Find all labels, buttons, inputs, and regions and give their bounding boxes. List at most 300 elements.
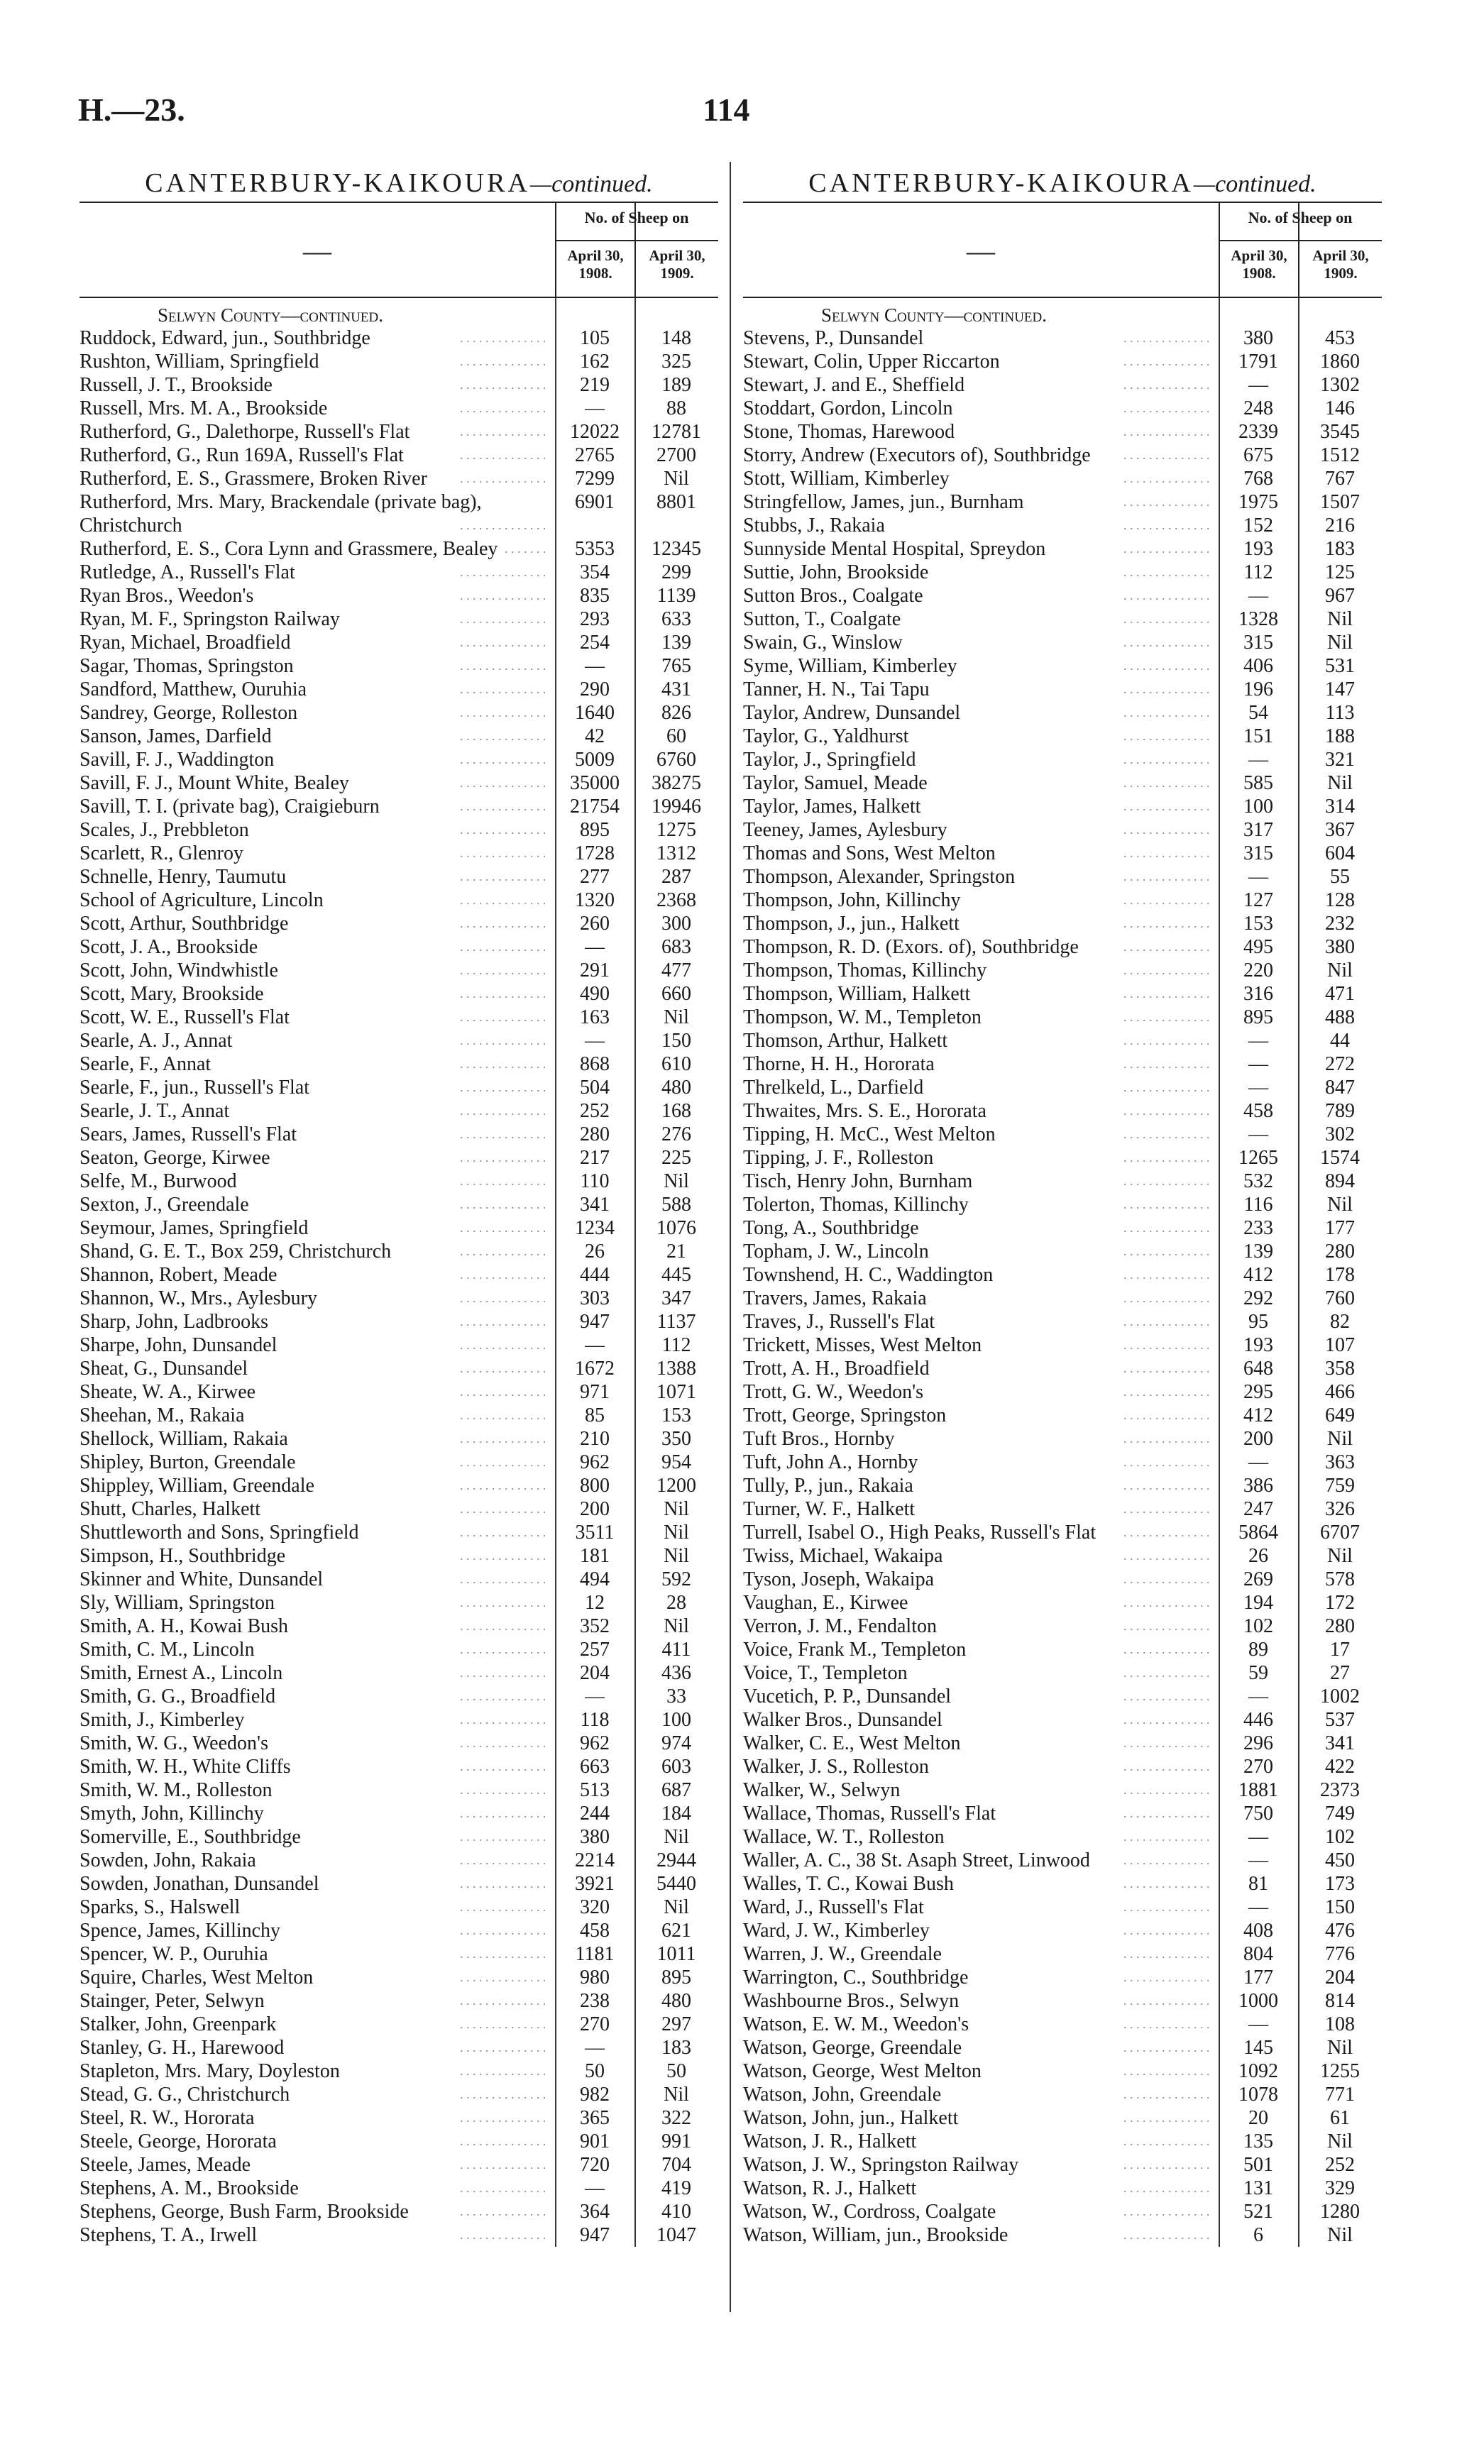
sheep-1909: 1302 (1320, 374, 1360, 396)
holder-name: Shellock, William, Rakaia . . . (79, 1427, 555, 1451)
sheep-1909: 604 (1325, 842, 1355, 864)
sheep-1908: 1975 (1238, 491, 1278, 513)
sheep-1908: 341 (580, 1194, 610, 1216)
sheep-1908: 219 (580, 374, 610, 396)
sheep-1909: 476 (1325, 1920, 1355, 1942)
sheep-1909: 88 (666, 397, 686, 419)
sheep-1909: 139 (661, 632, 691, 654)
table-row (743, 420, 1382, 444)
sheep-1908: 386 (1243, 1475, 1273, 1497)
table-row (743, 397, 1382, 420)
holder-name: Traves, J., Russell's Flat . . . (743, 1310, 1219, 1333)
sheep-1909: 1200 (656, 1475, 696, 1497)
table-row (743, 1942, 1382, 1966)
table-row (743, 1404, 1382, 1427)
sheep-1909: 894 (1325, 1170, 1355, 1192)
holder-name: Smith, W. H., White Cliffs . . . (79, 1755, 555, 1778)
sheep-1909: 146 (1325, 397, 1355, 419)
sheep-1908: 254 (580, 632, 610, 654)
sheep-1909: 1002 (1320, 1685, 1360, 1707)
table-row (79, 865, 718, 889)
table-row (79, 1802, 718, 1825)
holder-name: Watson, George, West Melton . . . (743, 2059, 1219, 2083)
holder-name: Simpson, H., Southbridge . . . (79, 1544, 555, 1568)
sheep-1909: 633 (661, 608, 691, 630)
holder-name: Stephens, George, Bush Farm, Brookside . . . (79, 2200, 555, 2223)
sheep-1909: Nil (1327, 2224, 1353, 2246)
table-row (79, 631, 718, 654)
sheep-1909: 183 (1325, 538, 1355, 560)
table-row (79, 982, 718, 1006)
table-row (79, 1497, 718, 1521)
sheep-1908: 6 (1253, 2224, 1263, 2246)
holder-name: Smith, W. M., Rolleston . . . (79, 1778, 555, 1802)
sheep-1908: 982 (580, 2084, 610, 2106)
sheep-1908: 365 (580, 2107, 610, 2129)
page-header (78, 91, 1412, 141)
holder-name: Ryan Bros., Weedon's . . . (79, 584, 555, 607)
sheep-1908: 193 (1243, 538, 1273, 560)
holder-name: Ryan, Michael, Broadfield . . . (79, 631, 555, 654)
sheep-1909: 33 (666, 1685, 686, 1707)
sheep-1908: 217 (580, 1147, 610, 1169)
sheep-1908: 291 (580, 959, 610, 981)
holder-name: Somerville, E., Southbridge . . . (79, 1825, 555, 1849)
sheep-1908: 1265 (1238, 1147, 1278, 1169)
table-row (79, 2200, 718, 2223)
holder-name: Thorne, H. H., Hororata . . . (743, 1052, 1219, 1076)
sheep-1909: 660 (661, 983, 691, 1005)
sheep-1909: 17 (1330, 1639, 1350, 1661)
sheep-1909: 974 (661, 1732, 691, 1754)
table-row (79, 2036, 718, 2059)
sheep-1908: 2214 (575, 1849, 615, 1871)
sheep-1908: 947 (580, 2224, 610, 2246)
table-row (743, 1802, 1382, 1825)
table-row (743, 678, 1382, 701)
sheep-1908: 804 (1243, 1943, 1273, 1965)
sheep-1908: 320 (580, 1896, 610, 1918)
holder-name: Ward, J. W., Kimberley . . . (743, 1919, 1219, 1942)
holder-name: Sandford, Matthew, Ouruhia . . . (79, 678, 555, 701)
table-row (79, 561, 718, 584)
holder-name: Stott, William, Kimberley . . . (743, 467, 1219, 490)
table-row (743, 607, 1382, 631)
sheep-1909: Nil (664, 1826, 689, 1848)
holder-name: Selfe, M., Burwood . . . (79, 1170, 555, 1193)
holder-name: Shuttleworth and Sons, Springfield . . . (79, 1521, 555, 1544)
sheep-1909: 422 (1325, 1756, 1355, 1778)
holder-name: Rutherford, Mrs. Mary, Brackendale (private bag), Christchurch . . . (79, 490, 555, 537)
sheep-1909: 363 (1325, 1451, 1355, 1473)
sheep-1908: 295 (1243, 1381, 1273, 1403)
sheep-1908: — (1248, 1077, 1268, 1099)
sheep-1908: 316 (1243, 983, 1273, 1005)
holder-name: Trickett, Misses, West Melton . . . (743, 1333, 1219, 1357)
table-row (743, 467, 1382, 490)
holder-name: Watson, William, jun., Brookside . . . (743, 2223, 1219, 2247)
holder-name: Stephens, T. A., Irwell . . . (79, 2223, 555, 2247)
sheep-1909: 21 (666, 1241, 686, 1263)
holder-name: Taylor, J., Springfield . . . (743, 748, 1219, 771)
holder-name: Shannon, W., Mrs., Aylesbury . . . (79, 1287, 555, 1310)
sheep-1909: 1076 (656, 1217, 696, 1239)
table-row (79, 1474, 718, 1497)
sheep-1908: 59 (1248, 1662, 1268, 1684)
holder-name: Stevens, P., Dunsandel . . . (743, 326, 1219, 350)
table-row (743, 982, 1382, 1006)
table-row (79, 1919, 718, 1942)
table-row (79, 467, 718, 490)
holder-name: Thwaites, Mrs. S. E., Hororata . . . (743, 1099, 1219, 1123)
sheep-1908: 750 (1243, 1803, 1273, 1825)
sheep-1908: 81 (1248, 1873, 1268, 1895)
table-row (79, 1638, 718, 1661)
table-row (743, 1099, 1382, 1123)
table-row (743, 1568, 1382, 1591)
sheep-1909: 44 (1330, 1030, 1350, 1052)
sheep-1909: 453 (1325, 327, 1355, 349)
holder-name: Sexton, J., Greendale . . . (79, 1193, 555, 1216)
sheep-1909: 82 (1330, 1311, 1350, 1333)
sheep-1909: 749 (1325, 1803, 1355, 1825)
table-row (79, 373, 718, 397)
holder-name: Rutherford, E. S., Cora Lynn and Grassmere, Bealey . . . (79, 537, 555, 561)
table-row (743, 1778, 1382, 1802)
holder-name: Scott, John, Windwhistle . . . (79, 959, 555, 982)
holder-name: Scott, J. A., Brookside . . . (79, 935, 555, 959)
table-row (79, 607, 718, 631)
sheep-1908: 364 (580, 2201, 610, 2223)
holder-name: Verron, J. M., Fendalton . . . (743, 1615, 1219, 1638)
sheep-1908: 277 (580, 866, 610, 888)
sheep-1909: 150 (1325, 1896, 1355, 1918)
sheep-1908: 105 (580, 327, 610, 349)
sheep-1908: 444 (580, 1264, 610, 1286)
sheep-1908: 200 (580, 1498, 610, 1520)
sheep-1909: 1047 (656, 2224, 696, 2246)
sheep-header: No. of Sheep on (1248, 209, 1353, 226)
sheep-1909: 683 (661, 936, 691, 958)
sheep-1908: 247 (1243, 1498, 1273, 1520)
sheep-1908: 210 (580, 1428, 610, 1450)
sheep-1909: 477 (661, 959, 691, 981)
holder-name: Stapleton, Mrs. Mary, Doyleston . . . (79, 2059, 555, 2083)
sheep-1909: 954 (661, 1451, 691, 1473)
table-row (79, 2083, 718, 2106)
holder-name: Stewart, J. and E., Sheffield . . . (743, 373, 1219, 397)
sheep-1909: 603 (661, 1756, 691, 1778)
holder-name: Sutton Bros., Coalgate . . . (743, 584, 1219, 607)
holder-name: Watson, J. R., Halkett . . . (743, 2130, 1219, 2153)
table-row (743, 1661, 1382, 1685)
sheep-1908: 200 (1243, 1428, 1273, 1450)
sheep-1909: 380 (1325, 936, 1355, 958)
table-row (743, 1638, 1382, 1661)
sheep-1908: 257 (580, 1639, 610, 1661)
holder-name: Threlkeld, L., Darfield . . . (743, 1076, 1219, 1099)
holder-name: School of Agriculture, Lincoln . . . (79, 889, 555, 912)
sheep-1908: 868 (580, 1053, 610, 1075)
sheep-1908: 220 (1243, 959, 1273, 981)
table-row (79, 1170, 718, 1193)
sheep-1908: 139 (1243, 1241, 1273, 1263)
sheep-1909: 771 (1325, 2084, 1355, 2106)
sheep-1909: 592 (661, 1568, 691, 1590)
table-row (79, 1287, 718, 1310)
sheep-1908: 901 (580, 2130, 610, 2152)
table-row (743, 842, 1382, 865)
sheep-1908: 118 (580, 1709, 610, 1731)
sheep-1909: 5440 (656, 1873, 696, 1895)
sheep-1908: 380 (1243, 327, 1273, 349)
sheep-1909: 27 (1330, 1662, 1350, 1684)
sheep-1909: Nil (1327, 608, 1353, 630)
sheep-1908: 971 (580, 1381, 610, 1403)
table-row (743, 1825, 1382, 1849)
holder-name: Sowden, John, Rakaia . . . (79, 1849, 555, 1872)
table-row (743, 865, 1382, 889)
sheep-1908: — (585, 655, 605, 677)
holder-name: Shand, G. E. T., Box 259, Christchurch . . . (79, 1240, 555, 1263)
sheep-1908: 648 (1243, 1358, 1273, 1380)
table-row (79, 2130, 718, 2153)
holder-name: Stone, Thomas, Harewood . . . (743, 420, 1219, 444)
holder-name: Sears, James, Russell's Flat . . . (79, 1123, 555, 1146)
holder-name: Walker, C. E., West Melton . . . (743, 1732, 1219, 1755)
sheep-1908: 1078 (1238, 2084, 1278, 2106)
sheep-1909: 112 (661, 1334, 691, 1356)
table-row (79, 1778, 718, 1802)
sheep-1909: 621 (661, 1920, 691, 1942)
sheep-1908: 895 (1243, 1006, 1273, 1028)
table-row (743, 2036, 1382, 2059)
holder-name: Stalker, John, Greenpark . . . (79, 2013, 555, 2036)
sheep-1909: 776 (1325, 1943, 1355, 1965)
holder-name: Thompson, W. M., Templeton . . . (743, 1006, 1219, 1029)
sheep-1909: 704 (661, 2154, 691, 2176)
sheep-1909: 1860 (1320, 351, 1360, 373)
sheep-1908: 296 (1243, 1732, 1273, 1754)
sheep-1908: — (1248, 374, 1268, 396)
sheep-1908: 380 (580, 1826, 610, 1848)
holder-name: Ryan, M. F., Springston Railway . . . (79, 607, 555, 631)
sheep-1909: 826 (661, 702, 691, 724)
sheep-1909: 445 (661, 1264, 691, 1286)
sheep-1908: 315 (1243, 842, 1273, 864)
holder-name: Swain, G., Winslow . . . (743, 631, 1219, 654)
sheep-1908: 446 (1243, 1709, 1273, 1731)
sheep-1908: — (1248, 1849, 1268, 1871)
table-row (79, 1099, 718, 1123)
sheep-1908: 269 (1243, 1568, 1273, 1590)
sheep-1908: 585 (1243, 772, 1273, 794)
holder-name: Tanner, H. N., Tai Tapu . . . (743, 678, 1219, 701)
sheep-1909: 2944 (656, 1849, 696, 1871)
sheep-1909: 687 (661, 1779, 691, 1801)
sheep-1908: 6901 (575, 491, 615, 513)
sheep-1908: 980 (580, 1967, 610, 1989)
holder-name: Taylor, Samuel, Meade . . . (743, 771, 1219, 795)
holder-name: Watson, George, Greendale . . . (743, 2036, 1219, 2059)
sheep-1908: 252 (580, 1100, 610, 1122)
sheep-1909: Nil (664, 1615, 689, 1637)
holder-name: Shutt, Charles, Halkett . . . (79, 1497, 555, 1521)
sheep-1909: 2368 (656, 889, 696, 911)
sheep-1909: 765 (661, 655, 691, 677)
sheep-1908: 962 (580, 1451, 610, 1473)
table-row (743, 959, 1382, 982)
holder-name: Wallace, Thomas, Russell's Flat . . . (743, 1802, 1219, 1825)
sheep-1908: 21754 (570, 796, 620, 818)
sheep-1909: Nil (1327, 959, 1353, 981)
sheep-1909: 1388 (656, 1358, 696, 1380)
sheep-1909: 367 (1325, 819, 1355, 841)
holder-name: Sharpe, John, Dunsandel . . . (79, 1333, 555, 1357)
sheep-1909: 12345 (652, 538, 701, 560)
table-row (79, 1240, 718, 1263)
holder-name: Smith, G. G., Broadfield . . . (79, 1685, 555, 1708)
sheep-1908: 3921 (575, 1873, 615, 1895)
sheep-1909: Nil (1327, 1194, 1353, 1216)
sheep-1909: 55 (1330, 866, 1350, 888)
table-row (743, 748, 1382, 771)
sheep-1908: 177 (1243, 1967, 1273, 1989)
table-row (79, 2153, 718, 2177)
holder-name: Steele, James, Meade . . . (79, 2153, 555, 2177)
sheep-1908: 127 (1243, 889, 1273, 911)
holder-name: Walker, J. S., Rolleston . . . (743, 1755, 1219, 1778)
table-row (79, 725, 718, 748)
holder-name: Smith, W. G., Weedon's . . . (79, 1732, 555, 1755)
sheep-1909: 148 (661, 327, 691, 349)
holder-name: Searle, A. J., Annat . . . (79, 1029, 555, 1052)
holder-name: Wallace, W. T., Rolleston . . . (743, 1825, 1219, 1849)
holder-name: Thompson, R. D. (Exors. of), Southbridge . . . (743, 935, 1219, 959)
sheep-1909: 789 (1325, 1100, 1355, 1122)
sheep-1909: 12781 (652, 421, 701, 443)
table-row (743, 2153, 1382, 2177)
table-row (79, 1942, 718, 1966)
sheep-1909: 125 (1325, 561, 1355, 583)
sheep-1908: 112 (1243, 561, 1273, 583)
date-header-1909: April 30, 1909. (1312, 247, 1369, 282)
table-row (79, 1849, 718, 1872)
sheep-1908: 12022 (570, 421, 620, 443)
holder-name: Rutledge, A., Russell's Flat . . . (79, 561, 555, 584)
sheep-1909: 967 (1325, 585, 1355, 607)
holder-name: Thompson, J., jun., Halkett . . . (743, 912, 1219, 935)
sheep-1908: 196 (1243, 678, 1273, 700)
holder-name: Sheate, W. A., Kirwee . . . (79, 1380, 555, 1404)
holder-name: Sly, William, Springston . . . (79, 1591, 555, 1615)
holder-name: Scott, W. E., Russell's Flat . . . (79, 1006, 555, 1029)
sheep-1908: 270 (580, 2013, 610, 2035)
holder-name: Squire, Charles, West Melton . . . (79, 1966, 555, 1989)
sheep-1908: — (585, 1030, 605, 1052)
table-row (743, 490, 1382, 514)
sheep-1908: — (1248, 749, 1268, 771)
date-header-1909: April 30, 1909. (649, 247, 705, 282)
holder-name: Watson, E. W. M., Weedon's . . . (743, 2013, 1219, 2036)
sheep-1909: 28 (666, 1592, 686, 1614)
sheep-1908: 1320 (575, 889, 615, 911)
right-column (743, 165, 1382, 2247)
sheep-1909: 537 (1325, 1709, 1355, 1731)
holder-name: Warren, J. W., Greendale . . . (743, 1942, 1219, 1966)
sheep-1909: 411 (661, 1639, 691, 1661)
sheep-1908: 962 (580, 1732, 610, 1754)
table-row (79, 912, 718, 935)
table-row (79, 1052, 718, 1076)
holder-name: Ruddock, Edward, jun., Southbridge . . . (79, 326, 555, 350)
sheep-1908: 521 (1243, 2201, 1273, 2223)
holder-name: Thompson, John, Killinchy . . . (743, 889, 1219, 912)
sheep-1908: 768 (1243, 468, 1273, 490)
sheep-1909: 358 (1325, 1358, 1355, 1380)
sheep-1909: 6707 (1320, 1522, 1360, 1544)
report-reference: H.—23. (78, 92, 185, 128)
holder-name: Stringfellow, James, jun., Burnham . . . (743, 490, 1219, 514)
sheep-1909: 188 (1325, 725, 1355, 747)
table-row (79, 1193, 718, 1216)
sheep-1909: 649 (1325, 1404, 1355, 1426)
table-row (79, 1568, 718, 1591)
sheep-1909: 189 (661, 374, 691, 396)
table-row (743, 1919, 1382, 1942)
table-row (79, 2106, 718, 2130)
sheep-1909: Nil (664, 1170, 689, 1192)
holder-name: Tong, A., Southbridge . . . (743, 1216, 1219, 1240)
sheep-1908: 100 (1243, 796, 1273, 818)
sheep-1909: 1574 (1320, 1147, 1360, 1169)
table-row (743, 1966, 1382, 1989)
sheep-1909: 325 (661, 351, 691, 373)
sheep-1909: 419 (661, 2177, 691, 2199)
sheep-1909: Nil (664, 2084, 689, 2106)
sheep-1909: 350 (661, 1428, 691, 1450)
table-row (743, 1451, 1382, 1474)
sheep-1909: 1507 (1320, 491, 1360, 513)
sheep-1908: 504 (580, 1077, 610, 1099)
sheep-1909: 6760 (656, 749, 696, 771)
sheep-1908: — (585, 1334, 605, 1356)
sheep-1909: 329 (1325, 2177, 1355, 2199)
sheep-1908: 20 (1248, 2107, 1268, 2129)
sheep-1909: 767 (1325, 468, 1355, 490)
sheep-1908: 7299 (575, 468, 615, 490)
holder-name: Vaughan, E., Kirwee . . . (743, 1591, 1219, 1615)
holder-name: Watson, W., Cordross, Coalgate . . . (743, 2200, 1219, 2223)
sheep-1909: 471 (1325, 983, 1355, 1005)
table-row (743, 935, 1382, 959)
holder-name: Scarlett, R., Glenroy . . . (79, 842, 555, 865)
sheep-1909: Nil (1327, 2037, 1353, 2059)
sheep-1909: 991 (661, 2130, 691, 2152)
sheep-1909: 107 (1325, 1334, 1355, 1356)
table-row (743, 1427, 1382, 1451)
sheep-1909: 814 (1325, 1990, 1355, 2012)
sheep-1909: 1139 (656, 585, 696, 607)
sheep-1909: 299 (661, 561, 691, 583)
holder-name: Thompson, Alexander, Springston . . . (743, 865, 1219, 889)
header-first-col: — (967, 235, 995, 267)
table-row (79, 935, 718, 959)
sheep-1908: — (585, 2037, 605, 2059)
sheep-1909: 177 (1325, 1217, 1355, 1239)
sheep-1908: 1791 (1238, 351, 1278, 373)
holder-name: Steel, R. W., Hororata . . . (79, 2106, 555, 2130)
